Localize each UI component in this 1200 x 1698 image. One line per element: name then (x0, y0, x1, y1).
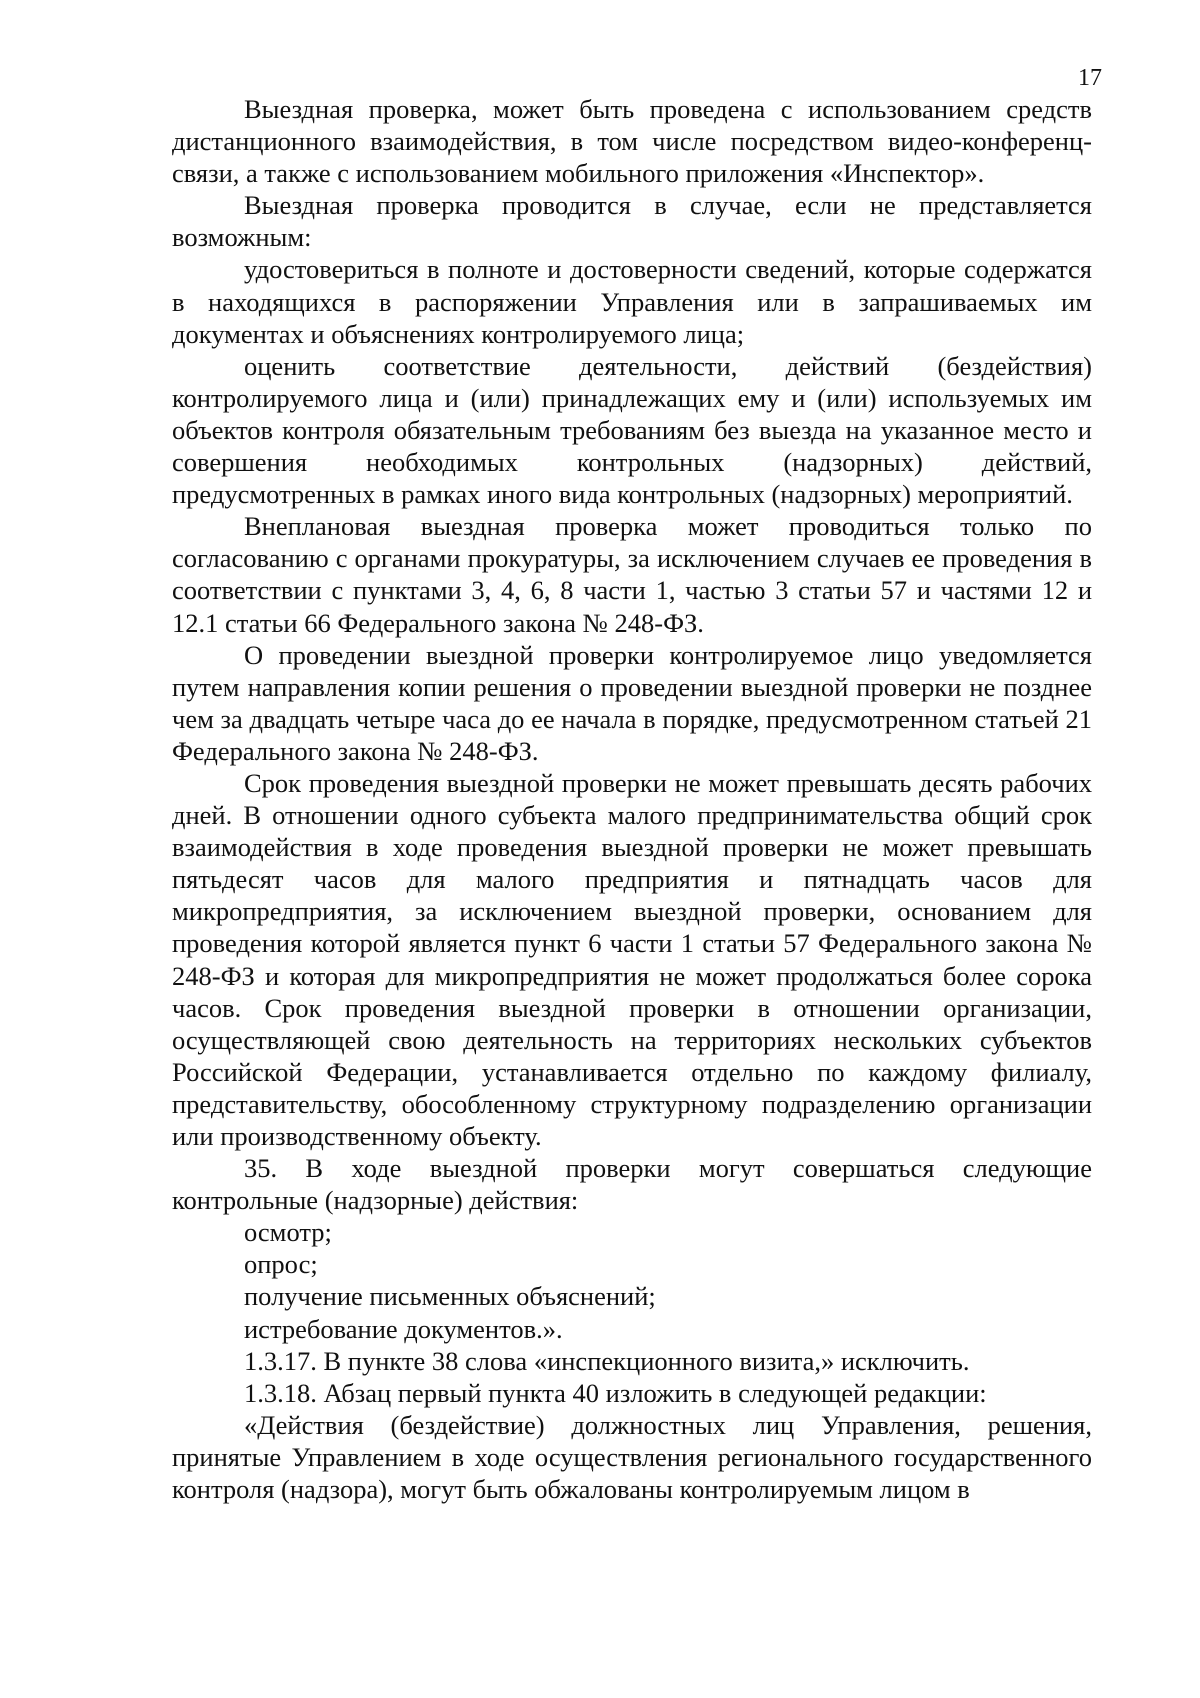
paragraph-inspection-term: Срок проведения выездной проверки не может превышать десять рабочих дней. В отношении одного субъекта малого предпринимательства общий срок взаимодействия в ходе проведения выездной проверки не может превышать пятьдесят часов для малого предприятия и пятнадцать часов для микропредприятия, за исключением выездной проверки, основанием для проведения которой является пункт 6 части 1 статьи 57 Федерального закона № 248-ФЗ и которая для микропредприятия не может продолжаться более сорока часов. Срок проведения выездной проверки в отношении организации, осуществляющей свою деятельность на территориях нескольких субъектов Российской Федерации, устанавливается отдельно по каждому филиалу, представительству, обособленному структурному подразделению организации или производственному объекту. (172, 767, 1092, 1151)
list-item-written-explanations: получение письменных объяснений; (244, 1281, 656, 1312)
paragraph-inspection-cases: Выездная проверка проводится в случае, если не представляется возможным: (172, 190, 1092, 253)
list-item-inspection: осмотр; (244, 1217, 332, 1248)
list-item-document-request: истребование документов.». (244, 1313, 563, 1344)
paragraph-notification: О проведении выездной проверки контролируемое лицо уведомляется путем направления копии решения о проведении выездной проверки не позднее чем за двадцать четыре часа до ее начала в порядке, предусмотренном статьей 21 Федерального закона № 248-ФЗ. (172, 639, 1092, 766)
paragraph-remote-inspection: Выездная проверка, может быть проведена с использованием средств дистанционного взаимодействия, в том числе посредством видео-конференц-связи, а также с использованием мобильного приложения «Инспектор». (172, 94, 1092, 189)
paragraph-verify-completeness: удостовериться в полноте и достоверности сведений, которые содержатся в находящихся в распоряжении Управления или в запрашиваемых им документах и объяснениях контролируемого лица; (172, 254, 1092, 349)
paragraph-assess-compliance: оценить соответствие деятельности, действий (бездействия) контролируемого лица и (или) принадлежащих ему и (или) используемых им объектов контроля обязательным требованиям без выезда на указанное место и совершения необходимых контрольных (надзорных) действий, предусмотренных в рамках иного вида контрольных (надзорных) мероприятий. (172, 350, 1092, 510)
document-body (172, 93, 1092, 1505)
paragraph-appeal: «Действия (бездействие) должностных лиц Управления, решения, принятые Управлением в ходе осуществления регионального государственного контроля (надзора), могут быть обжалованы контролируемым лицом в (172, 1409, 1092, 1505)
paragraph-unscheduled-inspection: Внеплановая выездная проверка может проводиться только по согласованию с органами прокуратуры, за исключением случаев ее проведения в соответствии с пунктами 3, 4, 6, 8 части 1, частью 3 статьи 57 и частями 12 и 12.1 статьи 66 Федерального закона № 248-ФЗ. (172, 511, 1092, 638)
list-item-survey: опрос; (244, 1249, 318, 1280)
paragraph-1-3-17: 1.3.17. В пункте 38 слова «инспекционного визита,» исключить. (244, 1345, 970, 1376)
page-number: 17 (1078, 65, 1102, 91)
paragraph-item-35: 35. В ходе выездной проверки могут совершаться следующие контрольные (надзорные) действия: (172, 1153, 1092, 1216)
paragraph-1-3-18: 1.3.18. Абзац первый пункта 40 изложить в следующей редакции: (244, 1377, 987, 1408)
